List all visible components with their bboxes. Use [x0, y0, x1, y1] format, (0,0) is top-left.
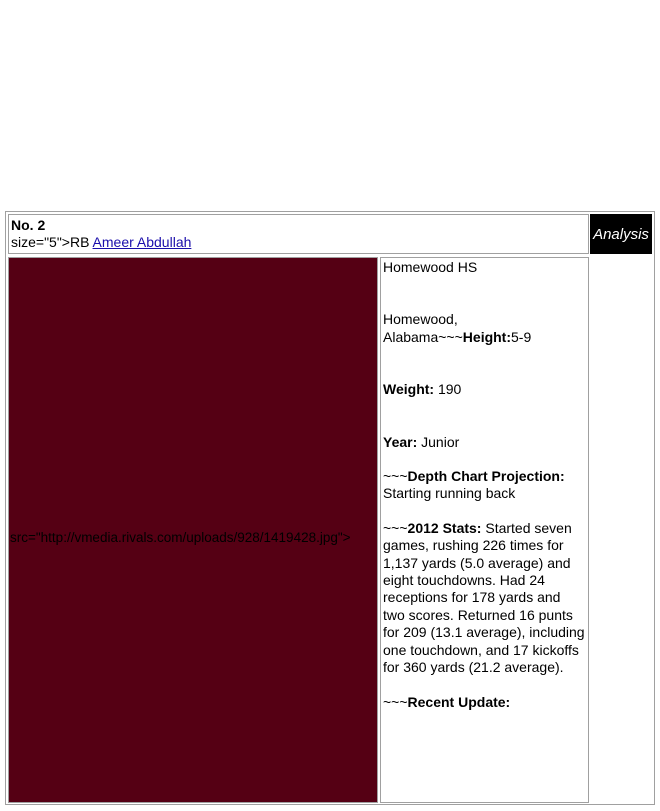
- year-text: [383, 434, 586, 451]
- year-value: Junior: [417, 433, 460, 450]
- stats-label: 2012 Stats:: [407, 519, 482, 536]
- height-value: 5-9: [511, 328, 532, 345]
- recent-update-label: Recent Update:: [407, 693, 511, 710]
- player-number: No. 2: [11, 217, 46, 233]
- weight-text: [383, 381, 586, 398]
- empty-cell: [590, 257, 652, 803]
- stats-text: ~~~2012 Stats: Started seven games, rushing 226 times for 1,137 yards (5.0 average) and eight touchdowns. Had 24 receptions for 178 yards and two scores. Returned 16 punts for 209 (13.1 average), including one touchdown, and 17 kickoffs for 360 yards (21.2 average).: [383, 519, 585, 676]
- hometown-text: Homewood, Alabama~~~Height:5-9: [383, 311, 532, 345]
- photo-broken-src-text: src="http://vmedia.rivals.com/uploads/928/1419428.jpg">: [10, 530, 351, 545]
- position-prefix: size="5">RB: [11, 234, 93, 250]
- player-name-link[interactable]: Ameer Abdullah: [92, 234, 192, 250]
- analysis-tab: Analysis: [590, 214, 652, 254]
- player-header: [8, 214, 589, 254]
- stats-value: Started seven games, rushing 226 times for 1,137 yards (5.0 average) and eight touchdowns. Had 24 receptions for 178 yards and two scores. Returned 16 punts for 209 (13.1 average), including one touchdown, and 17 kickoffs for 360 yards (21.2 average).: [383, 519, 585, 676]
- weight-label: Weight:: [383, 381, 435, 398]
- recent-update-text: ~~~Recent Update:: [383, 693, 511, 710]
- year-label: Year:: [383, 433, 418, 450]
- school-text: Homewood HS: [383, 259, 478, 275]
- depth-chart-text: ~~~Depth Chart Projection: Starting running back: [383, 468, 565, 502]
- player-photo: [8, 257, 378, 803]
- player-info: [380, 257, 589, 803]
- player-position-line: [11, 234, 586, 251]
- depth-chart-value: Starting running back: [383, 485, 516, 502]
- depth-chart-label: Depth Chart Projection:: [407, 468, 565, 485]
- height-label: Height:: [462, 328, 512, 345]
- weight-value: 190: [434, 381, 462, 398]
